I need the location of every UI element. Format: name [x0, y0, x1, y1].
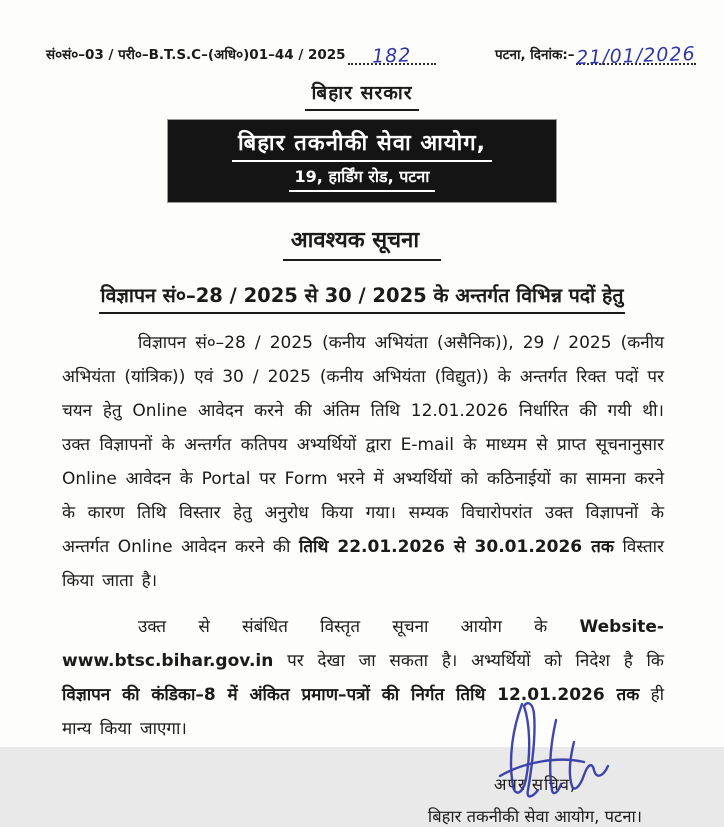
para1-bold-extension-dates: तिथि 22.01.2026 से 30.01.2026 तक	[298, 537, 614, 557]
body-paragraph-1	[62, 326, 664, 598]
subject-heading-text: विज्ञापन सं०–28 / 2025 से 30 / 2025 के अन्तर्गत विभिन्न पदों हेतु	[99, 281, 626, 314]
org-name: बिहार तकनीकी सेवा आयोग,	[232, 127, 492, 162]
government-title-text: बिहार सरकार	[305, 79, 418, 111]
notice-title	[0, 224, 724, 261]
signature-block	[390, 772, 680, 827]
subject-heading	[0, 281, 724, 314]
notice-title-text: आवश्यक सूचना	[283, 224, 441, 261]
reference-number-printed: सं०सं०–03 / परी०–B.T.S.C–(अधि०)01–44 / 2025	[46, 47, 346, 63]
para1-text-end: विस्तार किया जाता है।	[62, 537, 664, 591]
org-name-line	[178, 127, 546, 162]
para2-text-start: उक्त से संबंधित विस्तृत सूचना आयोग के	[138, 617, 580, 637]
reference-number	[46, 44, 436, 68]
handwritten-ref-number: 182	[371, 44, 412, 68]
government-title	[0, 79, 724, 111]
reference-dotted-line	[348, 44, 436, 68]
place-date-label: पटना, दिनांक:–	[495, 47, 575, 63]
notice-body	[0, 326, 724, 746]
para2-text-middle: पर देखा जा सकता है। अभ्यर्थियों को निदेश है कि	[273, 651, 664, 671]
handwritten-date: 21/01/2026	[576, 42, 697, 70]
org-banner	[168, 120, 556, 202]
para1-text-start: विज्ञापन सं०–28 / 2025 (कनीय अभियंता (असैनिक)), 29 / 2025 (कनीय अभियंता (यांत्रिक)) एवं 30 / 2025 (कनीय अभियंता (विद्युत)) के अन्तर्गत रिक्त पदों पर चयन हेतु Online आवेदन करने की अंतिम तिथि 12.01.2026 निर्धारित की गयी थी। उक्त विज्ञापनों के अन्तर्गत कतिपय अभ्यर्थियों द्वारा E-mail के माध्यम से प्राप्त सूचनानुसार Online आवेदन के Portal पर Form भरने में अभ्यर्थियों को कठिनाईयों का सामना करने के कारण तिथि विस्तार हेतु अनुरोध किया गया। सम्यक विचारोपरांत उक्त विज्ञापनों के अन्तर्गत Online आवेदन करने की	[62, 333, 664, 557]
date-dotted-line	[576, 42, 697, 70]
body-paragraph-2	[62, 610, 664, 746]
reference-row	[0, 42, 724, 70]
signatory-designation: अपर सचिव,	[493, 775, 577, 794]
org-address: 19, हार्डिंग रोड, पटना	[289, 165, 436, 192]
para2-bold-website: Website- www.btsc.bihar.gov.in	[62, 617, 664, 671]
para2-bold-certificate-date: विज्ञापन की कंडिका–8 में अंकित प्रमाण–पत्रों की निर्गत तिथि 12.01.2026 तक	[62, 685, 640, 705]
para2-text-end: ही मान्य किया जाएगा।	[62, 685, 665, 739]
org-address-line	[178, 165, 546, 192]
signatory-organization: बिहार तकनीकी सेवा आयोग, पटना।	[427, 807, 643, 826]
place-date	[495, 42, 697, 70]
